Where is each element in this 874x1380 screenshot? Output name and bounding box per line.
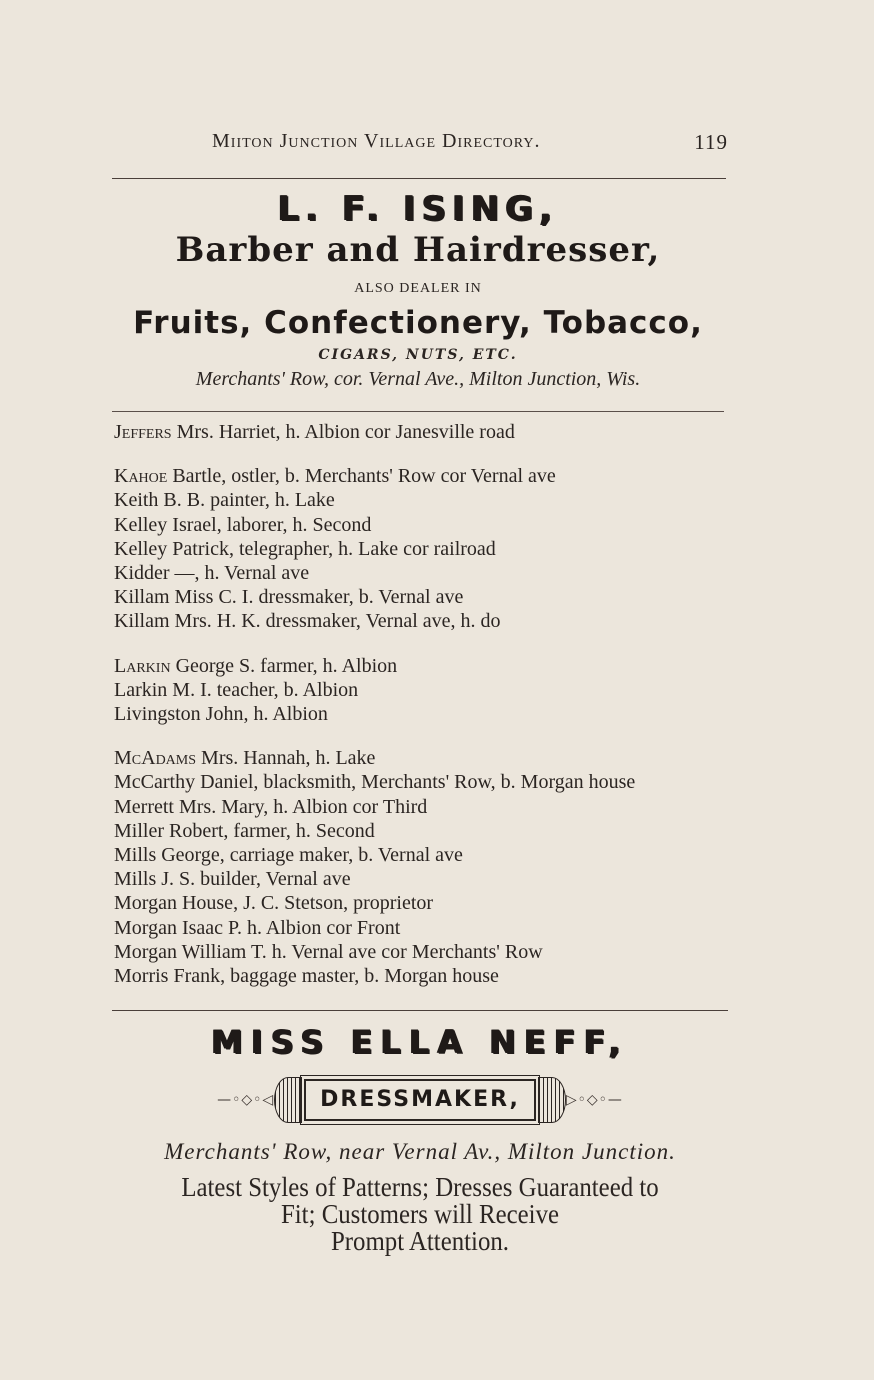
- list-item: [114, 561, 734, 585]
- entries-end-rule: [112, 1010, 728, 1011]
- entry-text: Keith B. B. painter, h. Lake: [114, 489, 335, 512]
- entry-text: Morgan William T. h. Vernal ave cor Merchants' Row: [114, 940, 543, 963]
- list-item: [114, 964, 734, 988]
- list-item: [114, 746, 734, 770]
- entry-text: George S. farmer, h. Albion: [170, 654, 398, 677]
- entry-text: McCarthy Daniel, blacksmith, Merchants' Row, b. Morgan house: [114, 771, 636, 794]
- neff-promo-line: Fit; Customers will Receive: [280, 1199, 560, 1229]
- list-item: [114, 678, 734, 702]
- list-item: [114, 585, 734, 609]
- ising-advertisement: [112, 190, 724, 392]
- list-item: [114, 770, 734, 794]
- header-rule: [112, 178, 726, 179]
- directory-entries: [114, 420, 734, 988]
- entry-text: Kelley Patrick, telegrapher, h. Lake cor railroad: [114, 537, 496, 560]
- entry-text: Morgan Isaac P. h. Albion cor Front: [114, 916, 401, 939]
- ising-trade: Barber and Hairdresser,: [175, 230, 661, 270]
- entry-text: Merrett Mrs. Mary, h. Albion cor Third: [114, 795, 428, 818]
- ad-divider-rule: [112, 411, 724, 412]
- neff-address: Merchants' Row, near Vernal Av., Milton Junction.: [164, 1139, 676, 1164]
- ising-also-dealer: ALSO DEALER IN: [354, 281, 482, 296]
- list-item: [114, 916, 734, 940]
- entry-surname: McAdams: [114, 747, 197, 770]
- list-item: [114, 654, 734, 678]
- list-item: [114, 795, 734, 819]
- right-fan-ornament-icon: [538, 1077, 566, 1123]
- left-ornament-icon: —◦◇◦◁: [217, 1092, 275, 1108]
- neff-advertisement: [112, 1022, 728, 1255]
- list-item: [114, 464, 734, 488]
- entry-text: Kelley Israel, laborer, h. Second: [114, 513, 372, 536]
- running-title: Miiton Junction Village Directory.: [212, 130, 541, 152]
- list-item: [114, 940, 734, 964]
- entry-text: Killam Mrs. H. K. dressmaker, Vernal ave, h. do: [114, 610, 501, 633]
- page-number: 119: [694, 130, 728, 154]
- neff-name: MISS ELLA NEFF,: [211, 1023, 629, 1061]
- entry-text: Killam Miss C. I. dressmaker, b. Vernal ave: [114, 586, 464, 609]
- entry-text: Morgan House, J. C. Stetson, proprietor: [114, 892, 434, 915]
- entry-text: Bartle, ostler, b. Merchants' Row cor Vernal ave: [167, 465, 556, 488]
- list-item: [114, 488, 734, 512]
- list-item: [114, 420, 734, 444]
- ising-name: L. F. ISING,: [277, 189, 559, 229]
- running-head: [212, 130, 732, 153]
- list-item: [114, 891, 734, 915]
- right-ornament-icon: ▷◦◇◦—: [565, 1092, 623, 1108]
- entry-text: Livingston John, h. Albion: [114, 703, 328, 726]
- entry-text: Kidder —, h. Vernal ave: [114, 562, 310, 585]
- trade-banner: [112, 1076, 728, 1124]
- list-item: [114, 537, 734, 561]
- list-item: [114, 513, 734, 537]
- list-item: [114, 702, 734, 726]
- entry-text: Miller Robert, farmer, h. Second: [114, 819, 375, 842]
- entry-text: Mills George, carriage maker, b. Vernal ave: [114, 844, 463, 867]
- neff-promo: [137, 1174, 704, 1255]
- ising-address: Merchants' Row, cor. Vernal Ave., Milton Junction, Wis.: [195, 368, 641, 390]
- neff-trade: DRESSMAKER,: [304, 1079, 536, 1121]
- ising-goods: Fruits, Confectionery, Tobacco,: [133, 305, 703, 341]
- list-item: [114, 867, 734, 891]
- list-item: [114, 609, 734, 633]
- entry-text: Morris Frank, baggage master, b. Morgan house: [114, 965, 499, 988]
- entry-text: Mrs. Harriet, h. Albion cor Janesville road: [171, 421, 515, 443]
- entry-surname: Larkin: [114, 654, 171, 677]
- neff-promo-line: Prompt Attention.: [330, 1226, 510, 1256]
- entry-surname: Kahoe: [114, 465, 168, 488]
- entry-text: Mrs. Hannah, h. Lake: [196, 747, 376, 770]
- entry-text: Mills J. S. builder, Vernal ave: [114, 868, 351, 891]
- list-item: [114, 843, 734, 867]
- left-fan-ornament-icon: [274, 1077, 302, 1123]
- ising-sundries: CIGARS, NUTS, ETC.: [318, 347, 518, 363]
- neff-promo-line: Latest Styles of Patterns; Dresses Guaranteed to: [181, 1172, 659, 1202]
- entry-surname: Jeffers: [114, 421, 172, 443]
- entry-text: Larkin M. I. teacher, b. Albion: [114, 678, 359, 701]
- list-item: [114, 819, 734, 843]
